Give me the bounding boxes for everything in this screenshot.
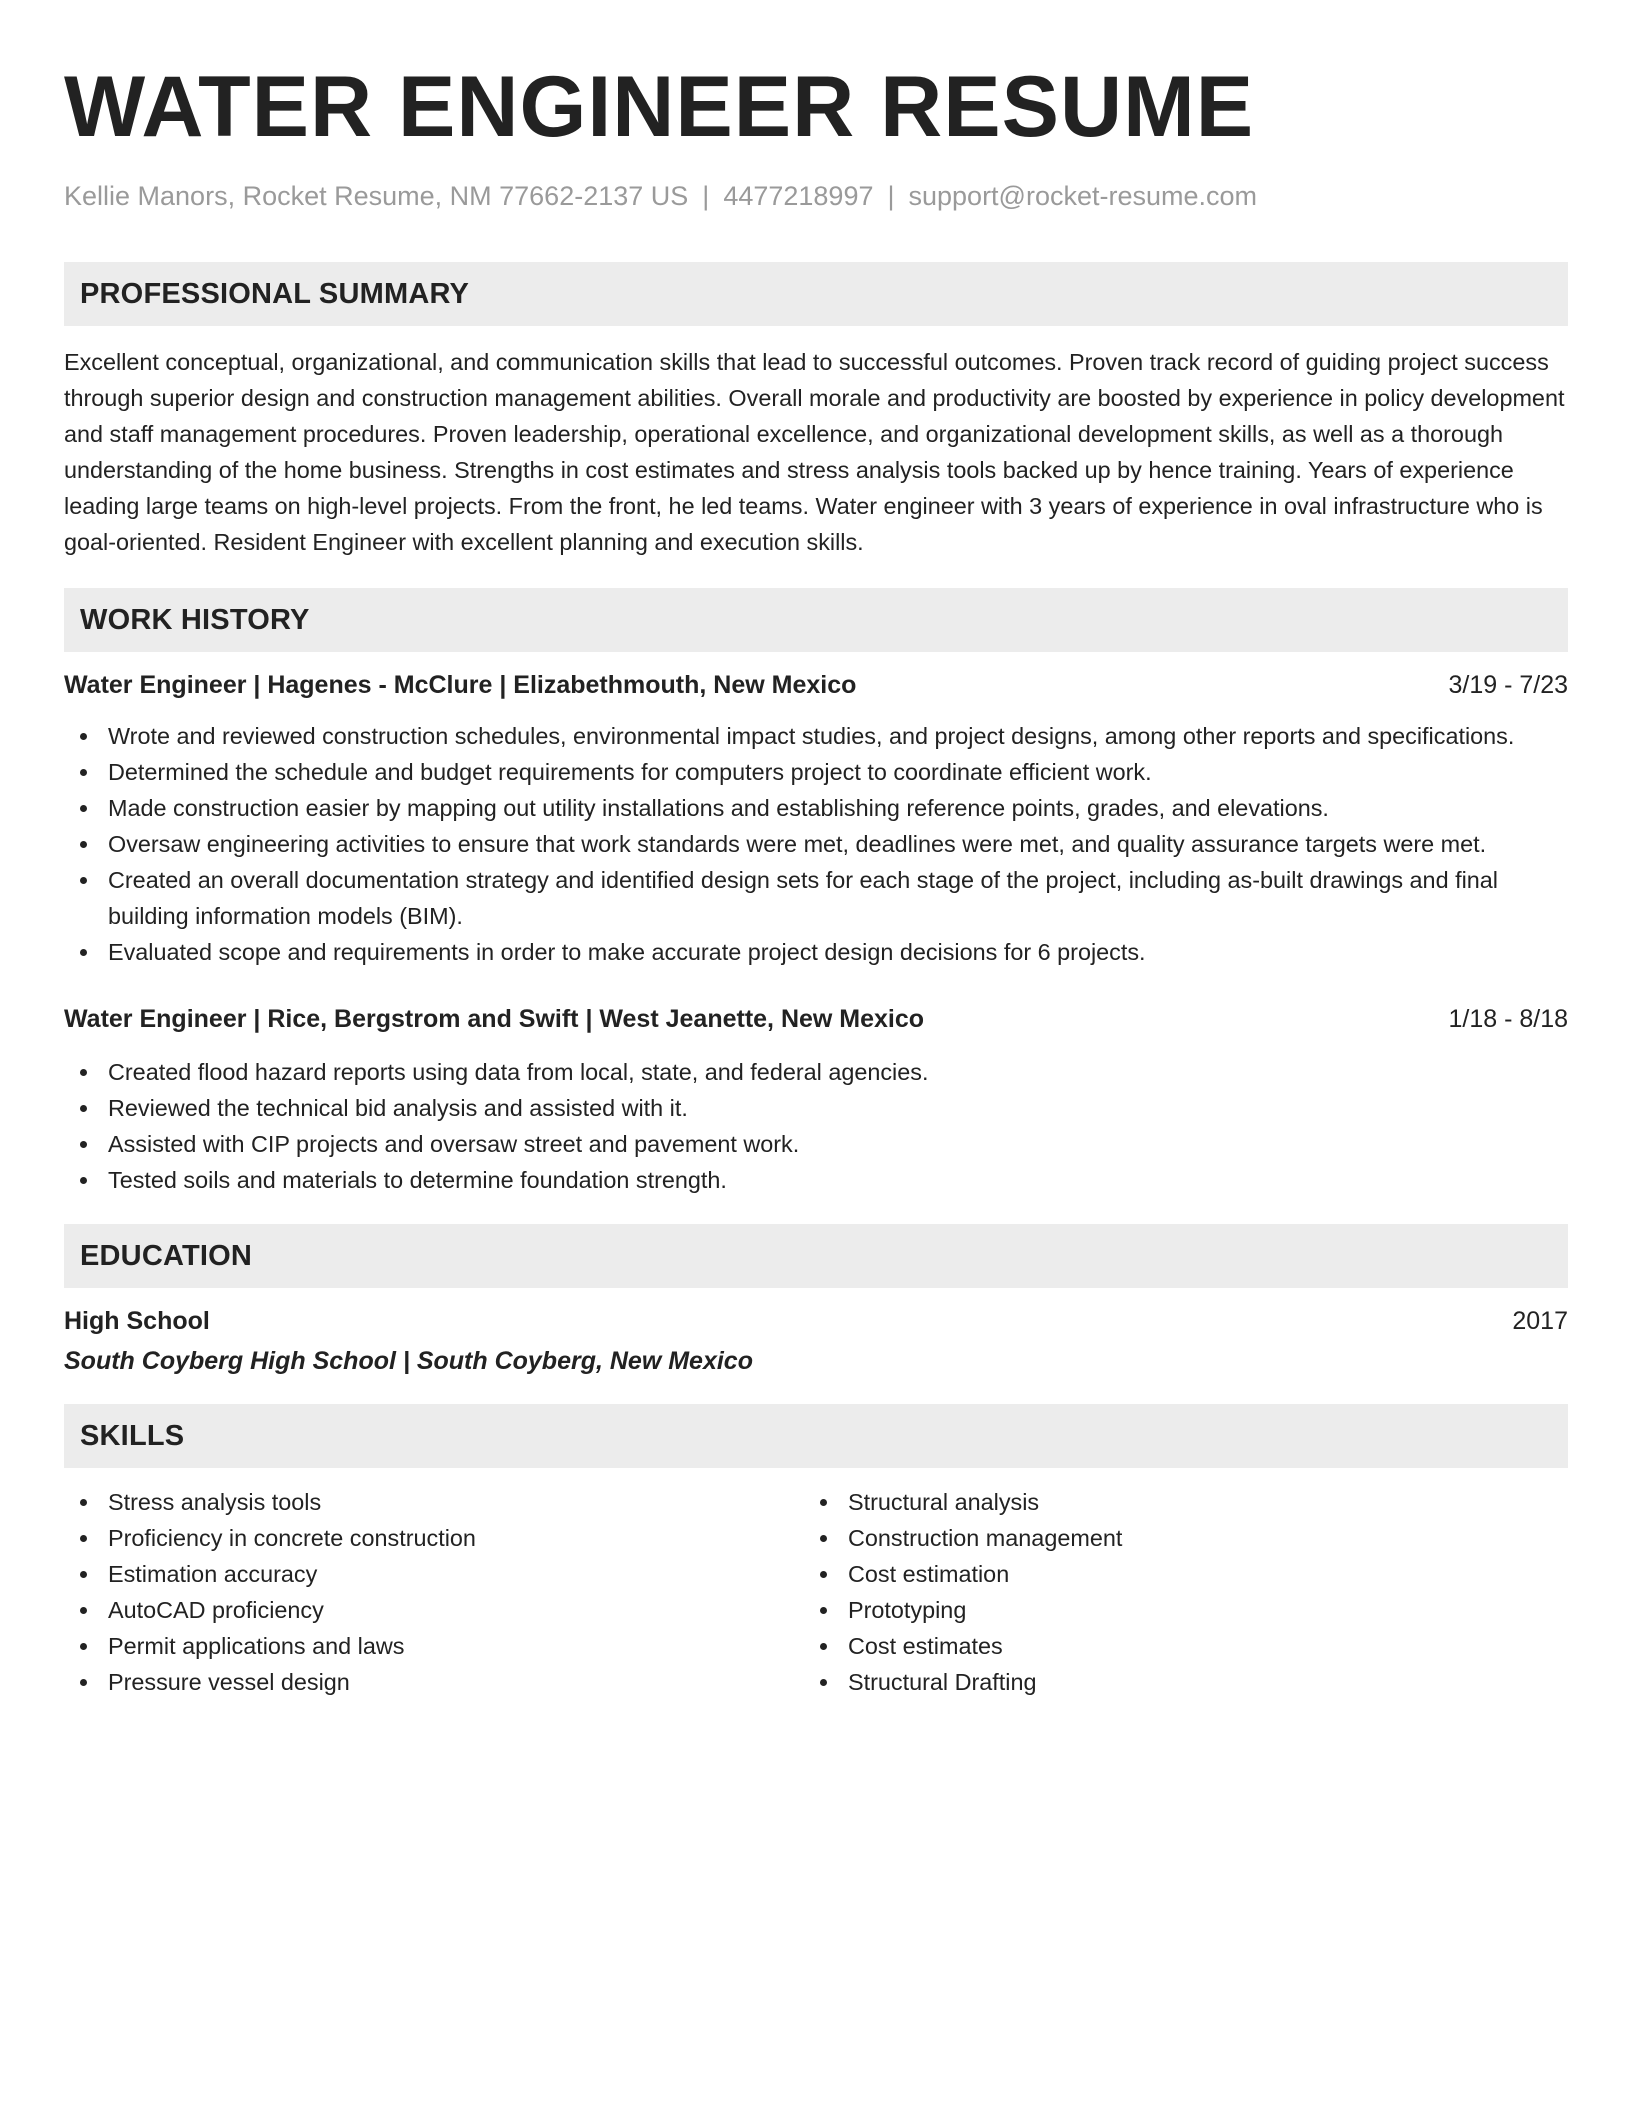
- skill-item: Stress analysis tools: [64, 1484, 804, 1520]
- job-bullet: Determined the schedule and budget requirements for computers project to coordinate efficient work.: [64, 754, 1568, 790]
- contact-email: support@rocket-resume.com: [908, 181, 1258, 211]
- contact-separator: |: [702, 181, 710, 211]
- skill-item: Pressure vessel design: [64, 1664, 804, 1700]
- job-bullets: [64, 1054, 1568, 1198]
- skill-item: Structural analysis: [804, 1484, 1564, 1520]
- job-bullet: Created flood hazard reports using data from local, state, and federal agencies.: [64, 1054, 1568, 1090]
- skill-item: Estimation accuracy: [64, 1556, 804, 1592]
- education-degree: High School: [64, 1307, 210, 1336]
- skill-item: AutoCAD proficiency: [64, 1592, 804, 1628]
- job-bullet: Assisted with CIP projects and oversaw street and pavement work.: [64, 1126, 1568, 1162]
- section-heading-skills: SKILLS: [64, 1404, 1568, 1468]
- job-bullet: Wrote and reviewed construction schedules, environmental impact studies, and project designs, among other reports and specifications.: [64, 718, 1568, 754]
- job-entry: [64, 668, 1568, 970]
- summary-text: Excellent conceptual, organizational, and communication skills that lead to successful outcomes. Proven track record of guiding project success through superior design and construction management abilities. Overall morale and productivity are boosted by experience in policy development and staff management procedures. Proven leadership, operational excellence, and organizational development skills, as well as a thorough understanding of the home business. Strengths in cost estimates and stress analysis tools backed up by hence training. Years of experience leading large teams on high-level projects. From the front, he led teams. Water engineer with 3 years of experience in oval infrastructure who is goal-oriented. Resident Engineer with excellent planning and execution skills.: [64, 349, 1565, 556]
- skill-item: Construction management: [804, 1520, 1564, 1556]
- education-header: [64, 1304, 1568, 1338]
- skills-column-right: [804, 1484, 1564, 1700]
- skill-item: Structural Drafting: [804, 1664, 1564, 1700]
- job-dates: 3/19 - 7/23: [1448, 671, 1568, 700]
- education-year: 2017: [1512, 1307, 1568, 1336]
- job-bullet: Made construction easier by mapping out utility installations and establishing reference points, grades, and elevations.: [64, 790, 1568, 826]
- job-dates: 1/18 - 8/18: [1448, 1005, 1568, 1034]
- job-header: [64, 668, 1568, 702]
- skills-column-left: [64, 1484, 804, 1700]
- section-heading-work-history: WORK HISTORY: [64, 588, 1568, 652]
- skill-item: Cost estimates: [804, 1628, 1564, 1664]
- job-header: [64, 1002, 1568, 1036]
- section-heading-education: EDUCATION: [64, 1224, 1568, 1288]
- skill-item: Proficiency in concrete construction: [64, 1520, 804, 1556]
- job-title: Water Engineer | Rice, Bergstrom and Swift | West Jeanette, New Mexico: [64, 1005, 925, 1034]
- section-heading-summary: PROFESSIONAL SUMMARY: [64, 262, 1568, 326]
- job-entry: [64, 1002, 1568, 1198]
- contact-address: Kellie Manors, Rocket Resume, NM 77662-2137 US: [64, 181, 689, 211]
- skill-item: Prototyping: [804, 1592, 1564, 1628]
- skills-grid: [64, 1484, 1568, 1700]
- job-bullet: Created an overall documentation strategy and identified design sets for each stage of the project, including as-built drawings and final building information models (BIM).: [64, 862, 1568, 934]
- job-bullet: Reviewed the technical bid analysis and assisted with it.: [64, 1090, 1568, 1126]
- resume-title: WATER ENGINEER RESUME: [64, 59, 1255, 155]
- job-title: Water Engineer | Hagenes - McClure | Elizabethmouth, New Mexico: [64, 671, 857, 700]
- job-bullet: Oversaw engineering activities to ensure that work standards were met, deadlines were met, and quality assurance targets were met.: [64, 826, 1568, 862]
- contact-phone: 4477218997: [723, 181, 874, 211]
- contact-line: [64, 180, 1568, 212]
- contact-separator: |: [887, 181, 895, 211]
- job-bullets: [64, 718, 1568, 970]
- skill-item: Cost estimation: [804, 1556, 1564, 1592]
- job-bullet: Evaluated scope and requirements in order to make accurate project design decisions for 6 projects.: [64, 934, 1568, 970]
- job-bullet: Tested soils and materials to determine foundation strength.: [64, 1162, 1568, 1198]
- education-school: South Coyberg High School | South Coyberg, New Mexico: [64, 1347, 753, 1376]
- skill-item: Permit applications and laws: [64, 1628, 804, 1664]
